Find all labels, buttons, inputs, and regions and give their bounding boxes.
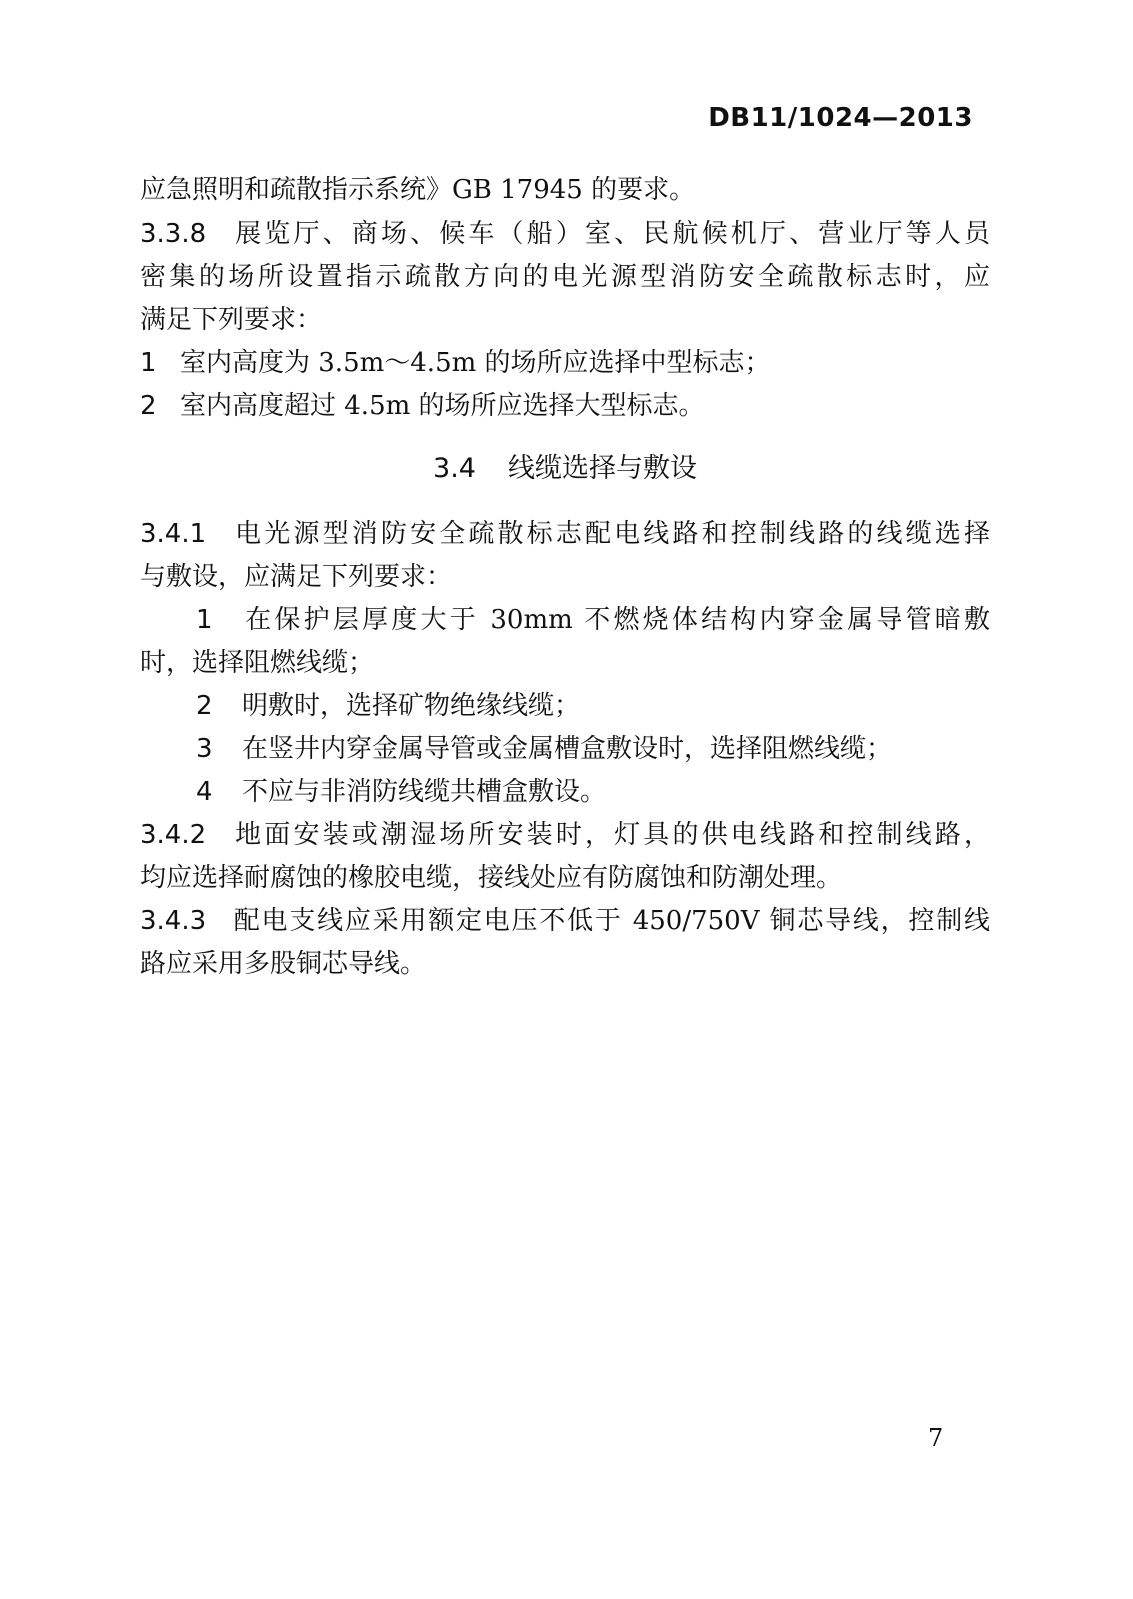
clause-3-4-1-line-2: 与敷设，应满足下列要求： xyxy=(140,562,453,592)
clause-number: 3.4.2 xyxy=(140,820,207,850)
clause-3-4-3-line-2: 路应采用多股铜芯导线。 xyxy=(140,949,427,979)
clause-number: 3.4.1 xyxy=(140,519,207,549)
list-item-continuation: 时，选择阻燃线缆； xyxy=(140,648,375,678)
list-item xyxy=(140,729,1046,769)
item-text: 室内高度为 3.5m～4.5m 的场所应选择中型标志； xyxy=(180,348,771,378)
clause-text: 配电支线应采用额定电压不低于 450/750V 铜芯导线，控制线 xyxy=(232,906,990,936)
clause-number: 3.4.3 xyxy=(140,906,207,936)
section-number: 3.4 xyxy=(433,453,476,484)
list-item xyxy=(140,686,1046,726)
item-number: 1 xyxy=(196,605,213,635)
clause-3-3-8-line-1 xyxy=(140,214,990,254)
item-text: 不应与非消防线缆共槽盒敷设。 xyxy=(242,777,607,807)
section-title: 线缆选择与敷设 xyxy=(507,453,697,484)
item-number: 4 xyxy=(196,777,213,807)
item-number: 3 xyxy=(196,734,213,764)
continued-paragraph: 应急照明和疏散指示系统》GB 17945 的要求。 xyxy=(140,175,696,205)
page-number: 7 xyxy=(928,1424,944,1452)
clause-number: 3.3.8 xyxy=(140,219,207,249)
item-text: 在竖井内穿金属导管或金属槽盒敷设时，选择阻燃线缆； xyxy=(242,734,893,764)
document-number: DB11/1024—2013 xyxy=(708,103,973,133)
item-number: 2 xyxy=(196,691,213,721)
clause-text: 展览厅、商场、候车（船）室、民航候机厅、营业厅等人员 xyxy=(232,219,990,249)
list-item xyxy=(140,386,990,426)
clause-text: 地面安装或潮湿场所安装时，灯具的供电线路和控制线路， xyxy=(232,820,990,850)
clause-3-4-3-line-1 xyxy=(140,901,990,941)
clause-3-4-1-line-1 xyxy=(140,514,990,554)
clause-3-3-8-line-3: 满足下列要求： xyxy=(140,305,323,335)
clause-3-4-2-line-1 xyxy=(140,815,990,855)
list-item xyxy=(140,343,990,383)
section-heading xyxy=(140,449,990,489)
item-text: 室内高度超过 4.5m 的场所应选择大型标志。 xyxy=(180,391,705,421)
list-item xyxy=(140,772,1046,812)
item-text: 明敷时，选择矿物绝缘线缆； xyxy=(242,691,581,721)
list-item xyxy=(140,600,990,640)
item-number: 1 xyxy=(140,348,157,378)
clause-text: 电光源型消防安全疏散标志配电线路和控制线路的线缆选择 xyxy=(232,519,990,549)
item-number: 2 xyxy=(140,391,157,421)
item-text: 在保护层厚度大于 30mm 不燃烧体结构内穿金属导管暗敷 xyxy=(242,605,990,635)
clause-3-3-8-line-2: 密集的场所设置指示疏散方向的电光源型消防安全疏散标志时，应 xyxy=(140,262,990,292)
clause-3-4-2-line-2: 均应选择耐腐蚀的橡胶电缆，接线处应有防腐蚀和防潮处理。 xyxy=(140,863,843,893)
